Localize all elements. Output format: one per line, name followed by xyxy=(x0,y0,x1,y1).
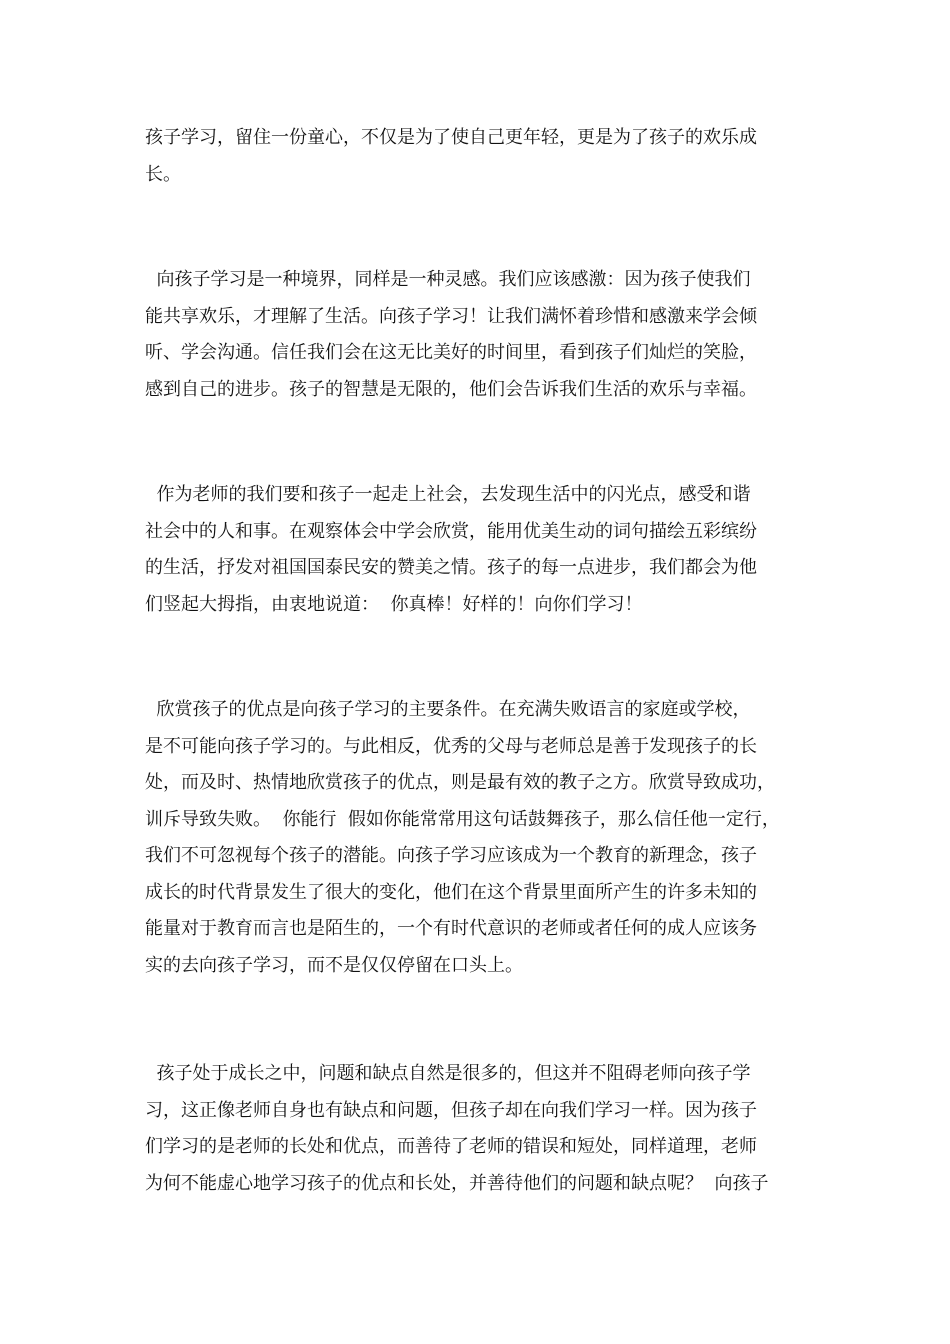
text-line: 孩子处于成长之中，问题和缺点自然是很多的，但这并不阻碍老师向孩子学 xyxy=(145,1063,751,1084)
paragraph xyxy=(145,120,810,193)
text-line: 向孩子学习是一种境界，同样是一种灵感。我们应该感激：因为孩子使我们 xyxy=(145,269,751,290)
text-line: 听、学会沟通。信任我们会在这无比美好的时间里，看到孩子们灿烂的笑脸， xyxy=(145,342,757,363)
text-line: 处，而及时、热情地欣赏孩子的优点，则是最有效的教子之方。欣赏导致成功， xyxy=(145,772,775,793)
paragraph xyxy=(145,477,810,623)
text-line: 我们不可忽视每个孩子的潜能。向孩子学习应该成为一个教育的新理念，孩子 xyxy=(145,845,757,866)
text-line: 们学习的是老师的长处和优点，而善待了老师的错误和短处，同样道理，老师 xyxy=(145,1136,757,1157)
text-line: 感到自己的进步。孩子的智慧是无限的，他们会告诉我们生活的欢乐与幸福。 xyxy=(145,378,757,400)
text-line: 孩子学习，留住一份童心，不仅是为了使自己更年轻，更是为了孩子的欢乐成 xyxy=(145,127,757,148)
text-line: 欣赏孩子的优点是向孩子学习的主要条件。在充满失败语言的家庭或学校， xyxy=(145,699,751,720)
text-line: 作为老师的我们要和孩子一起走上社会，去发现生活中的闪光点，感受和谐 xyxy=(145,484,751,505)
text-line: 成长的时代背景发生了很大的变化，他们在这个背景里面所产生的许多未知的 xyxy=(145,881,757,903)
text-line: 们竖起大拇指，由衷地说道： 你真棒！好样的！向你们学习！ xyxy=(145,593,643,615)
text-line: 为何不能虚心地学习孩子的优点和长处，并善待他们的问题和缺点呢？ 向孩子 xyxy=(145,1172,769,1194)
text-line: 能量对于教育而言也是陌生的，一个有时代意识的老师或者任何的成人应该务 xyxy=(145,918,757,939)
text-line: 长。 xyxy=(145,163,181,185)
text-line: 的生活，抒发对祖国国泰民安的赞美之情。孩子的每一点进步，我们都会为他 xyxy=(145,557,757,578)
text-line: 训斥导致失败。 你能行 假如你能常常用这句话鼓舞孩子，那么信任他一定行， xyxy=(145,808,780,830)
paragraph xyxy=(145,1056,810,1202)
paragraph xyxy=(145,692,810,984)
text-line: 是不可能向孩子学习的。与此相反，优秀的父母与老师总是善于发现孩子的长 xyxy=(145,735,757,757)
text-line: 社会中的人和事。在观察体会中学会欣赏，能用优美生动的词句描绘五彩缤纷 xyxy=(145,520,757,542)
text-line: 习，这正像老师自身也有缺点和问题，但孩子却在向我们学习一样。因为孩子 xyxy=(145,1099,757,1121)
text-line: 实的去向孩子学习，而不是仅仅停留在口头上。 xyxy=(145,954,523,976)
text-line: 能共享欢乐，才理解了生活。向孩子学习！让我们满怀着珍惜和感激来学会倾 xyxy=(145,305,757,327)
paragraph xyxy=(145,262,810,408)
